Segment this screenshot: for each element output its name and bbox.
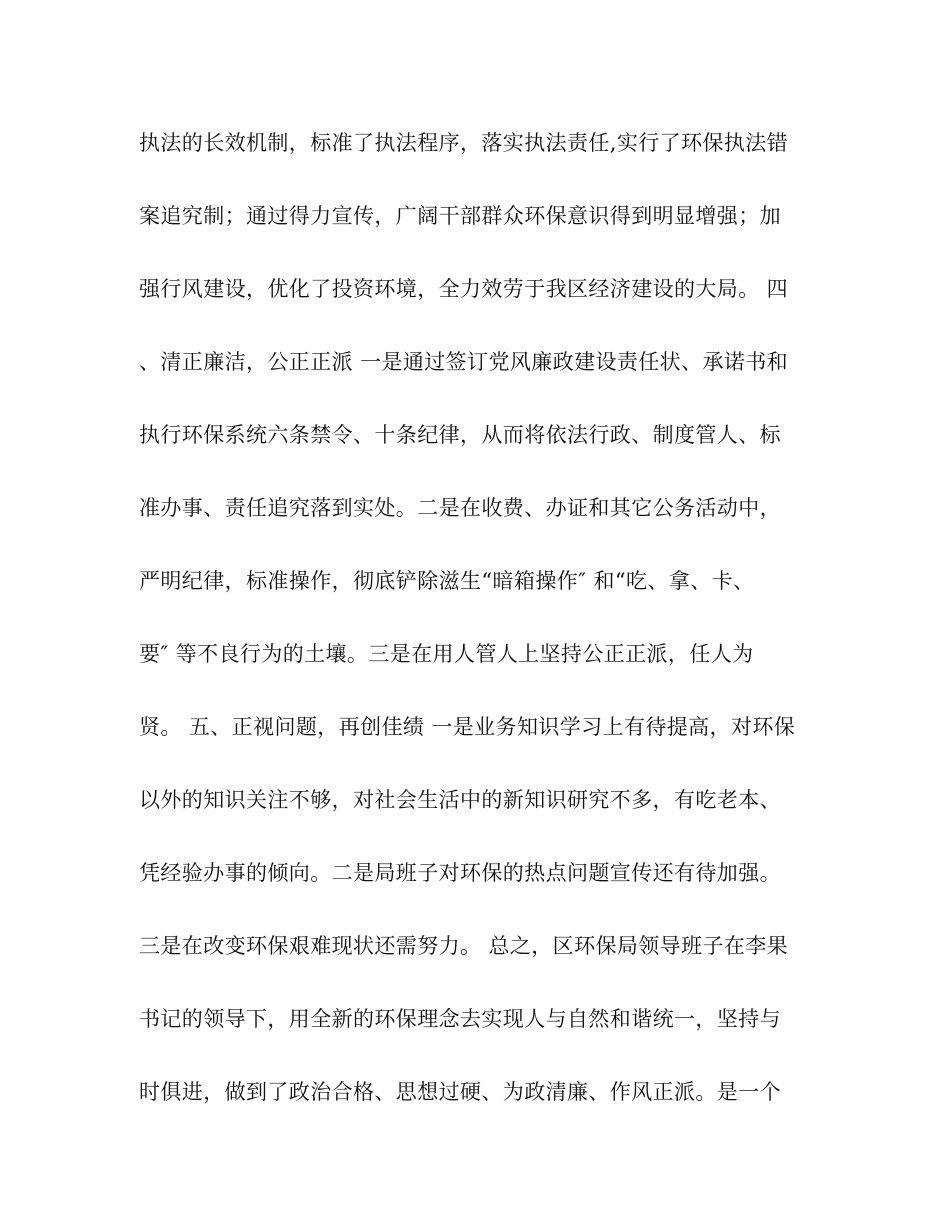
document-body bbox=[139, 120, 819, 1142]
text-line: 案追究制；通过得力宣传，广阔干部群众环保意识得到明显增强；加 bbox=[139, 204, 781, 228]
text-line: 要″ 等不良行为的土壤。三是在用人管人上坚持公正正派，任人为 bbox=[139, 642, 754, 666]
text-line: 准办事、责任追究落到实处。二是在收费、办证和其它公务活动中， bbox=[139, 496, 781, 520]
text-line: 贤。 五、正视问题，再创佳绩 一是业务知识学习上有待提高，对环保 bbox=[139, 715, 796, 739]
text-line: 、清正廉洁，公正正派 一是通过签订党风廉政建设责任状、承诺书和 bbox=[139, 350, 789, 374]
text-line: 凭经验办事的倾向。二是局班子对环保的热点问题宣传还有待加强。 bbox=[139, 861, 781, 885]
text-line: 以外的知识关注不够，对社会生活中的新知识研究不多，有吃老本、 bbox=[139, 788, 781, 812]
text-line: 书记的领导下，用全新的环保理念去实现人与自然和谐统一，坚持与 bbox=[139, 1007, 781, 1031]
text-line: 时俱进，做到了政治合格、思想过硬、为政清廉、作风正派。是一个 bbox=[139, 1080, 781, 1104]
text-line: 严明纪律，标准操作，彻底铲除滋生“暗箱操作″ 和“吃、拿、卡、 bbox=[139, 569, 755, 593]
text-line: 执法的长效机制，标准了执法程序，落实执法责任,实行了环保执法错 bbox=[139, 131, 789, 155]
text-line: 执行环保系统六条禁令、十条纪律，从而将依法行政、制度管人、标 bbox=[139, 423, 781, 447]
text-line: 强行风建设，优化了投资环境，全力效劳于我区经济建设的大局。 四 bbox=[139, 277, 789, 301]
text-line: 三是在改变环保艰难现状还需努力。 总之，区环保局领导班子在李果 bbox=[139, 934, 789, 958]
